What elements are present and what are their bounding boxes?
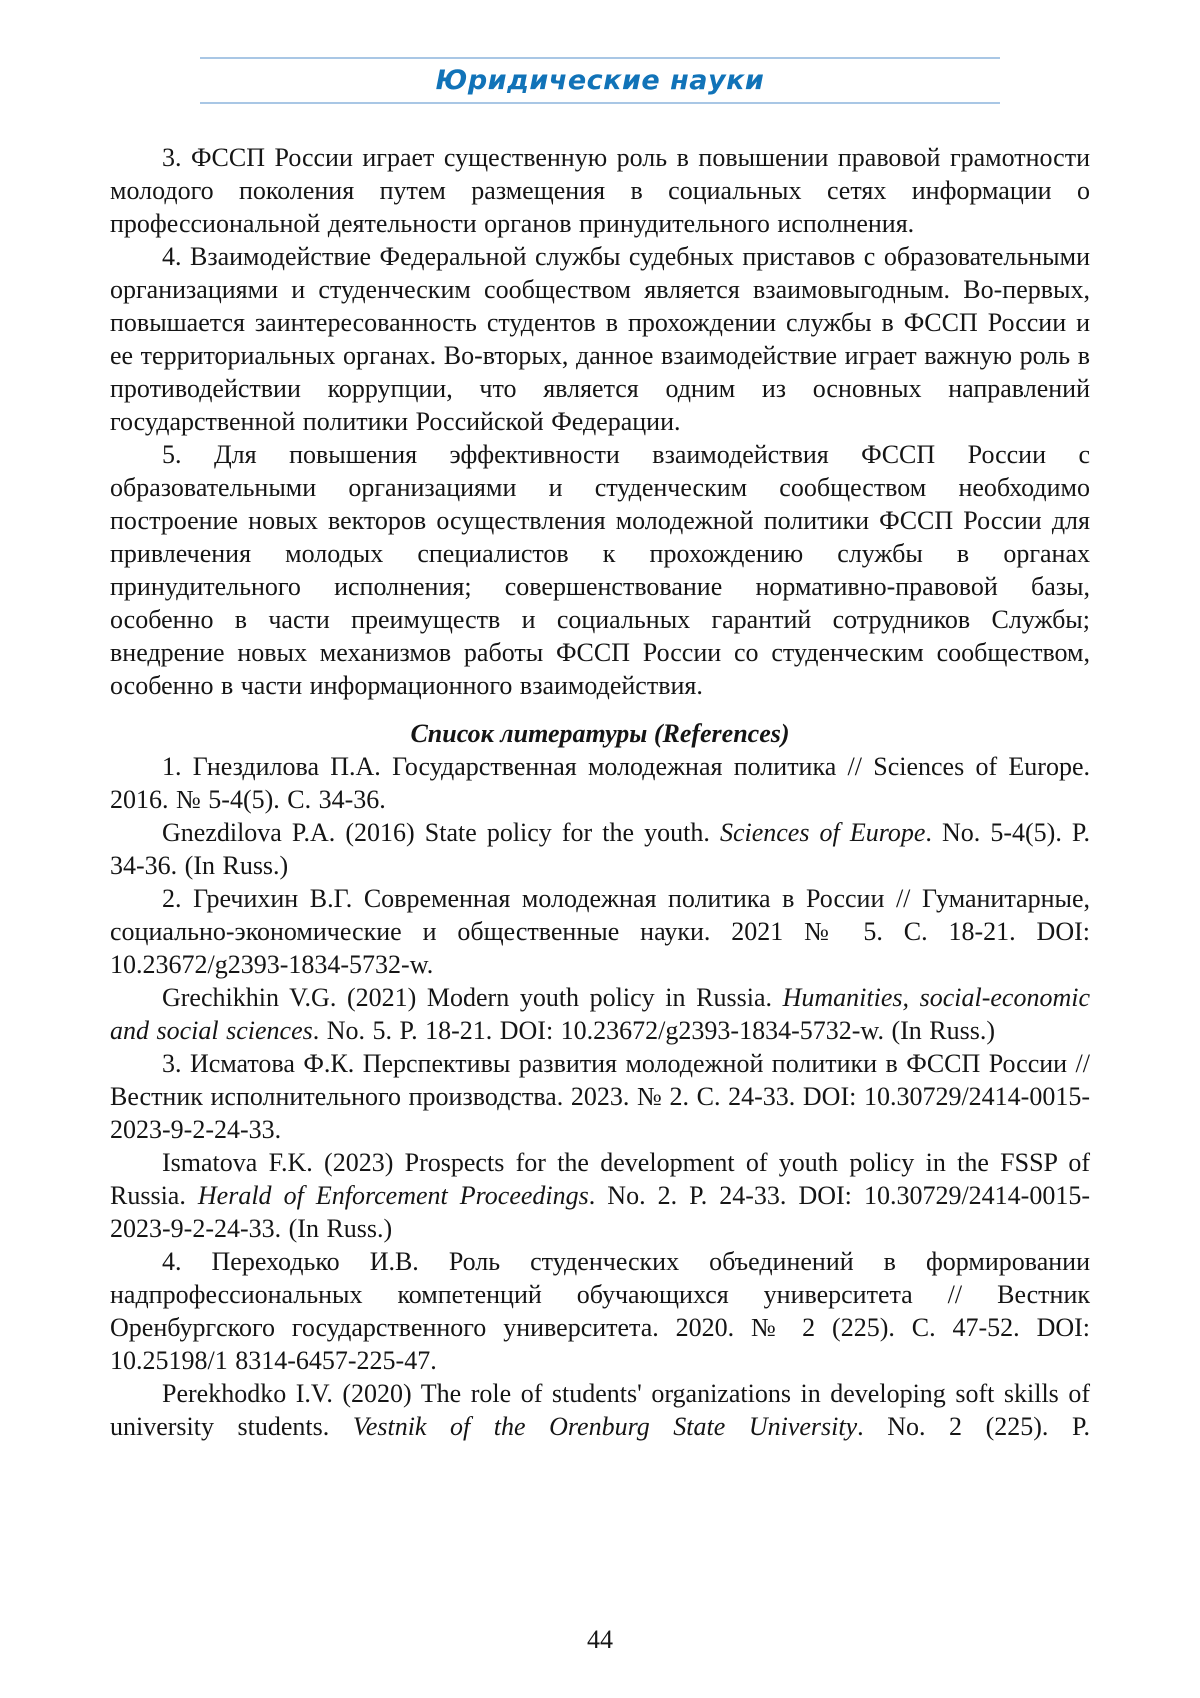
journal-title: Vestnik of the Orenburg State University	[352, 1412, 858, 1441]
page-number: 44	[587, 1625, 613, 1654]
reference-3-russian: 3. Исматова Ф.К. Перспективы развития молодежной политики в ФССП России // Вестник исполнительного производства. 2023. № 2. С. 24-33. DOI: 10.30729/2414-0015-2023-9-2-24-33.	[110, 1049, 1090, 1144]
section-header	[200, 57, 1000, 104]
reference-text: . No. 2 (225). P.	[857, 1412, 1091, 1441]
body-paragraph-3: 3. ФССП России играет существенную роль в повышении правовой грамотности молодого поколения путем размещения в социальных сетях информации о профессиональной деятельности органов принудительного исполнения.	[110, 143, 1090, 238]
page-footer	[0, 1626, 1200, 1654]
reference-text: Grechikhin V.G. (2021) Modern youth policy in Russia.	[162, 983, 783, 1012]
article-body	[110, 141, 1090, 1443]
reference-text: Gnezdilova P.A. (2016) State policy for the youth.	[162, 818, 720, 847]
reference-2-russian: 2. Гречихин В.Г. Современная молодежная политика в России // Гуманитарные, социально-экономические и общественные науки. 2021 № 5. С. 18-21. DOI: 10.23672/g2393-1834-5732-w.	[110, 884, 1090, 979]
reference-text: . No. 5-4(5). P. 34-36. (In Russ.)	[110, 818, 1090, 880]
journal-title: Herald of Enforcement Proceedings	[197, 1181, 589, 1210]
reference-2-english	[110, 981, 1090, 1047]
reference-4-russian: 4. Переходько И.В. Роль студенческих объединений в формировании надпрофессиональных компетенций обучающихся университета // Вестник Оренбургского государственного университета. 2020. № 2 (225). С. 47-52. DOI: 10.25198/1 8314-6457-225-47.	[110, 1247, 1090, 1375]
body-paragraph-4: 4. Взаимодействие Федеральной службы судебных приставов с образовательными организациями и студенческим сообществом является взаимовыгодным. Во-первых, повышается заинтересованность студентов в прохождении службы в ФССП России и ее территориальных органах. Во-вторых, данное взаимодействие играет важную роль в противодействии коррупции, что является одним из основных направлений государственной политики Российской Федерации.	[110, 242, 1090, 436]
body-paragraph-5: 5. Для повышения эффективности взаимодействия ФССП России с образовательными организациями и студенческим сообществом необходимо построение новых векторов осуществления молодежной политики ФССП России для привлечения молодых специалистов к прохождению службы в органах принудительного исполнения; совершенствование нормативно-правовой базы, особенно в части преимуществ и социальных гарантий сотрудников Службы; внедрение новых механизмов работы ФССП России со студенческим сообществом, особенно в части информационного взаимодействия.	[110, 440, 1090, 700]
reference-1-english	[110, 816, 1090, 882]
reference-3-english	[110, 1146, 1090, 1245]
reference-text: . No. 5. P. 18-21. DOI: 10.23672/g2393-1834-5732-w. (In Russ.)	[312, 1016, 996, 1045]
reference-text: Ismatova F.K. (2023) Prospects for the development of youth policy in the FSSP of Russia.	[110, 1148, 1090, 1210]
section-title: Юридические науки	[435, 65, 765, 96]
journal-title: Sciences of Europe	[719, 818, 926, 847]
reference-1-russian: 1. Гнездилова П.А. Государственная молодежная политика // Sciences of Europe. 2016. № 5-4(5). С. 34-36.	[110, 752, 1090, 814]
reference-4-english	[110, 1377, 1090, 1443]
reference-text: . No. 2. P. 24-33. DOI: 10.30729/2414-0015-2023-9-2-24-33. (In Russ.)	[110, 1181, 1090, 1243]
references-heading: Список литературы (References)	[410, 719, 790, 748]
reference-text: Perekhodko I.V. (2020) The role of students' organizations in developing soft skills of university students.	[110, 1379, 1090, 1441]
journal-title: Humanities, social-economic and social sciences	[110, 983, 1090, 1045]
